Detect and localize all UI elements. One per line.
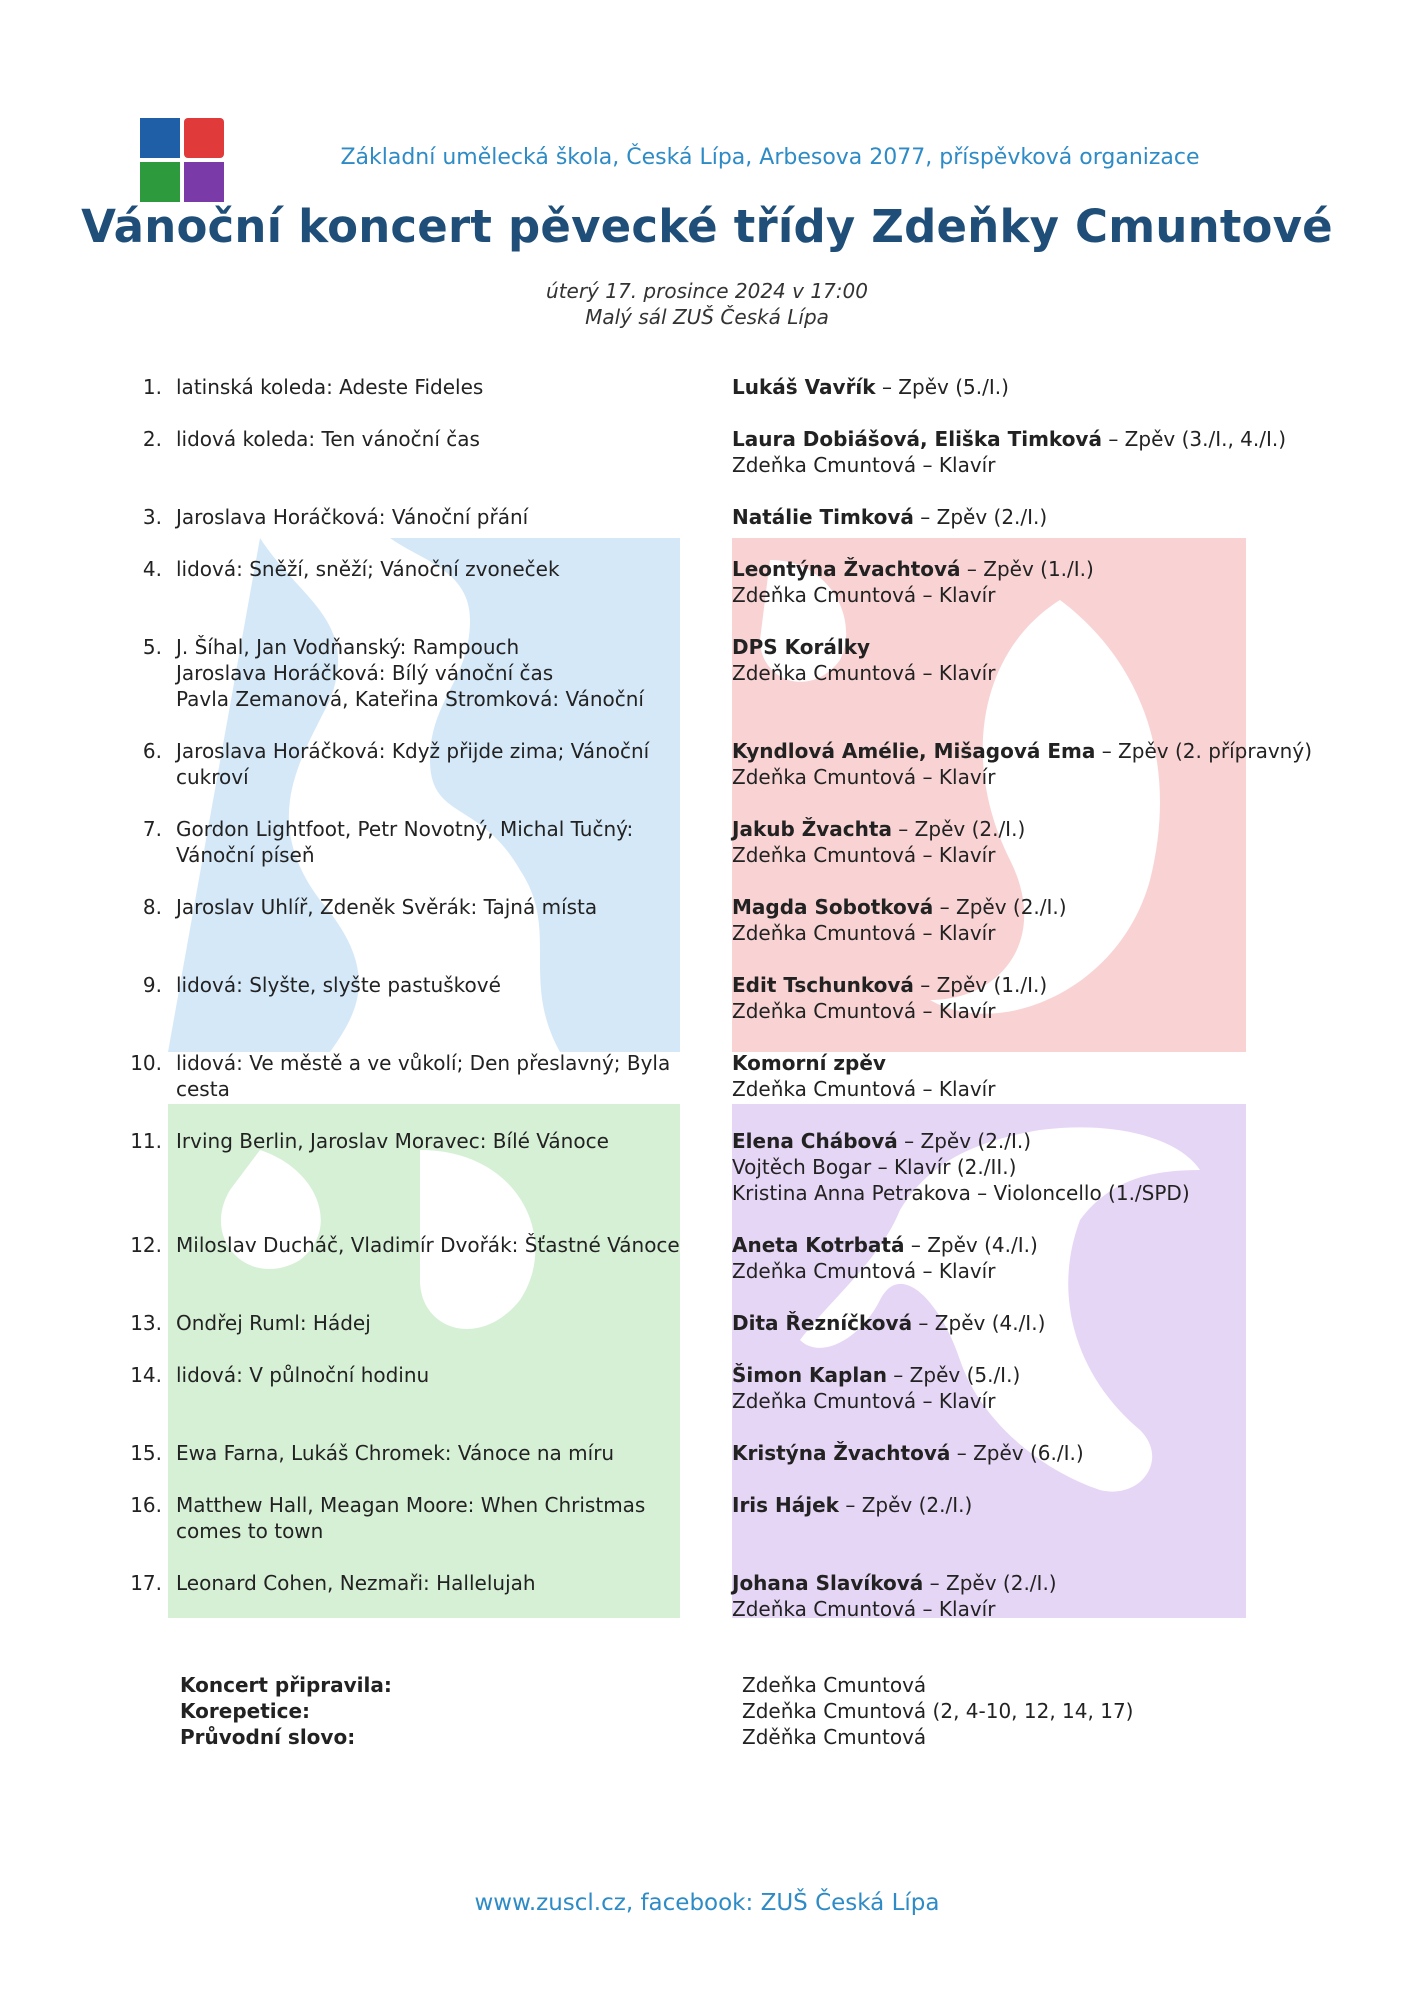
performer-name: Lukáš Vavřík	[732, 375, 876, 399]
performer-role: Zdeňka Cmuntová – Klavír	[732, 1259, 996, 1283]
page-title: Vánoční koncert pěvecké třídy Zdeňky Cmuntové	[81, 200, 1333, 253]
performer-name: Elena Chábová	[732, 1129, 898, 1153]
performer-line	[732, 738, 1332, 764]
logo-green-tile	[140, 162, 180, 202]
performer-line	[732, 816, 1332, 842]
performer-name: Edit Tschunková	[732, 973, 914, 997]
program-performers	[732, 1050, 1332, 1102]
program-piece	[176, 504, 696, 530]
program-performers	[732, 634, 1332, 686]
performer-line	[732, 1570, 1332, 1596]
performer-role: – Zpěv (5./I.)	[875, 375, 1009, 399]
program-number: 12.	[130, 1233, 162, 1257]
performer-name: Iris Hájek	[732, 1493, 839, 1517]
piece-line: lidová: Ve městě a ve vůkolí; Den přeslavný; Byla	[176, 1051, 671, 1075]
performer-line	[732, 634, 1332, 660]
performer-line	[732, 920, 1332, 946]
performer-line	[732, 1232, 1332, 1258]
program-performers	[732, 374, 1332, 400]
performer-role: – Zpěv (4./I.)	[912, 1311, 1046, 1335]
performer-role: – Zpěv (1./I.)	[960, 557, 1094, 581]
program-number: 1.	[142, 375, 162, 399]
performer-line	[732, 556, 1332, 582]
performer-role: Kristina Anna Petrakova – Violoncello (1./SPD)	[732, 1181, 1190, 1205]
program-performers	[732, 1570, 1332, 1622]
program-performers	[732, 972, 1332, 1024]
performer-role: – Zpěv (2./I.)	[923, 1571, 1057, 1595]
program-number: 9.	[142, 973, 162, 997]
performer-line	[732, 1362, 1332, 1388]
performer-role: Zdeňka Cmuntová – Klavír	[732, 1077, 996, 1101]
program-piece	[176, 1128, 696, 1154]
piece-line: cukroví	[176, 765, 249, 789]
program-number: 6.	[142, 739, 162, 763]
piece-line: lidová: V půlnoční hodinu	[176, 1363, 430, 1387]
performer-line	[732, 660, 1332, 686]
performer-name: DPS Korálky	[732, 635, 871, 659]
program-performers	[732, 738, 1332, 790]
credit-label: Průvodní slovo:	[180, 1725, 356, 1749]
piece-line: J. Šíhal, Jan Vodňanský: Rampouch	[176, 635, 520, 659]
program-piece	[176, 556, 696, 582]
program-performers	[732, 1440, 1332, 1466]
piece-line: Jaroslava Horáčková: Vánoční přání	[176, 505, 529, 529]
piece-line: Miloslav Ducháč, Vladimír Dvořák: Šťastné Vánoce	[176, 1233, 680, 1257]
performer-name: Kyndlová Amélie, Mišagová Ema	[732, 739, 1096, 763]
program-number: 14.	[130, 1363, 162, 1387]
performer-role: – Zpěv (2./I.)	[933, 895, 1067, 919]
program-number: 11.	[130, 1129, 162, 1153]
program-number: 17.	[130, 1571, 162, 1595]
performer-line	[732, 1492, 1332, 1518]
piece-line: cesta	[176, 1077, 230, 1101]
piece-line: Vánoční píseň	[176, 843, 315, 867]
performer-role: Zdeňka Cmuntová – Klavír	[732, 765, 996, 789]
performer-line	[732, 998, 1332, 1024]
performer-name: Leontýna Žvachtová	[732, 557, 961, 581]
performer-name: Dita Řezníčková	[732, 1311, 913, 1335]
performer-role: Zdeňka Cmuntová – Klavír	[732, 843, 996, 867]
performer-line	[732, 894, 1332, 920]
program-piece	[176, 816, 696, 868]
performer-role: – Zpěv (1./I.)	[913, 973, 1048, 997]
performer-name: Magda Sobotková	[732, 895, 934, 919]
performer-line	[732, 842, 1332, 868]
program-number: 8.	[142, 895, 162, 919]
performer-line	[732, 1440, 1332, 1466]
performer-line	[732, 1076, 1332, 1102]
performer-role: – Zpěv (5./I.)	[886, 1363, 1021, 1387]
performer-name: Laura Dobiášová, Eliška Timková	[732, 427, 1102, 451]
event-venue: Malý sál ZUŠ Česká Lípa	[585, 305, 829, 329]
piece-line: Jaroslava Horáčková: Když přijde zima; Vánoční	[176, 739, 650, 763]
credit-label: Korepetice:	[180, 1699, 311, 1723]
piece-line: Jaroslava Horáčková: Bílý vánoční čas	[176, 661, 554, 685]
performer-role: Zdeňka Cmuntová – Klavír	[732, 661, 996, 685]
piece-line: Gordon Lightfoot, Petr Novotný, Michal Tučný:	[176, 817, 634, 841]
performer-role: Zdeňka Cmuntová – Klavír	[732, 1597, 996, 1621]
performer-role: – Zpěv (2./I.)	[897, 1129, 1032, 1153]
program-number: 10.	[130, 1051, 162, 1075]
program-performers	[732, 426, 1332, 478]
performer-line	[732, 1154, 1332, 1180]
program-number: 3.	[142, 505, 162, 529]
event-date: úterý 17. prosince 2024 v 17:00	[546, 279, 868, 303]
performer-line	[732, 504, 1332, 530]
program-number: 15.	[130, 1441, 162, 1465]
piece-line: Irving Berlin, Jaroslav Moravec: Bílé Vánoce	[176, 1129, 609, 1153]
performer-name: Aneta Kotrbatá	[732, 1233, 905, 1257]
performer-role: – Zpěv (6./I.)	[950, 1441, 1084, 1465]
program-piece	[176, 1440, 696, 1466]
performer-role: Zdeňka Cmuntová – Klavír	[732, 921, 996, 945]
program-piece	[176, 634, 696, 712]
program-number: 16.	[130, 1493, 162, 1517]
piece-line: Jaroslav Uhlíř, Zdeněk Svěrák: Tajná místa	[176, 895, 598, 919]
program-performers	[732, 504, 1332, 530]
performer-name: Komorní zpěv	[732, 1051, 886, 1075]
program-number: 7.	[142, 817, 162, 841]
performer-line	[732, 452, 1332, 478]
program-number: 5.	[142, 635, 162, 659]
program-piece	[176, 1362, 696, 1388]
performer-role: – Zpěv (3./I., 4./I.)	[1101, 427, 1287, 451]
program-piece	[176, 738, 696, 790]
performer-line	[732, 374, 1332, 400]
logo-blue-tile	[140, 118, 180, 158]
performer-name: Šimon Kaplan	[732, 1363, 887, 1387]
program-piece	[176, 1492, 696, 1544]
program-piece	[176, 374, 696, 400]
piece-line: Ewa Farna, Lukáš Chromek: Vánoce na míru	[176, 1441, 615, 1465]
performer-line	[732, 1596, 1332, 1622]
program-performers	[732, 1362, 1332, 1414]
program-performers	[732, 816, 1332, 868]
piece-line: comes to town	[176, 1519, 324, 1543]
performer-line	[732, 1310, 1332, 1336]
program-performers	[732, 1232, 1332, 1284]
performer-name: Natálie Timková	[732, 505, 914, 529]
school-name: Základní umělecká škola, Česká Lípa, Arbesova 2077, příspěvková organizace	[340, 145, 1200, 170]
performer-name: Jakub Žvachta	[732, 817, 892, 841]
program-number: 13.	[130, 1311, 162, 1335]
performer-line	[732, 1180, 1332, 1206]
performer-name: Johana Slavíková	[732, 1571, 924, 1595]
program-piece	[176, 1570, 696, 1596]
performer-role: – Zpěv (2./I.)	[913, 505, 1048, 529]
performer-role: – Zpěv (4./I.)	[904, 1233, 1038, 1257]
performer-line	[732, 582, 1332, 608]
program-piece	[176, 1232, 696, 1258]
piece-line: lidová koleda: Ten vánoční čas	[176, 427, 480, 451]
credit-value: Zdeňka Cmuntová (2, 4-10, 12, 14, 17)	[742, 1699, 1134, 1723]
performer-line	[732, 1128, 1332, 1154]
program-number: 2.	[142, 427, 162, 451]
program-performers	[732, 1128, 1332, 1206]
performer-line	[732, 1258, 1332, 1284]
logo-red-tile	[184, 118, 224, 158]
footer-links: www.zuscl.cz, facebook: ZUŠ Česká Lípa	[474, 1890, 940, 1916]
piece-line: Pavla Zemanová, Kateřina Stromková: Vánoční	[176, 687, 644, 711]
credit-value: Zdeňka Cmuntová	[742, 1673, 927, 1697]
piece-line: Leonard Cohen, Nezmaři: Hallelujah	[176, 1571, 536, 1595]
credit-value: Zděňka Cmuntová	[742, 1725, 927, 1749]
performer-line	[732, 1388, 1332, 1414]
performer-role: Zdeňka Cmuntová – Klavír	[732, 583, 996, 607]
program-piece	[176, 1050, 696, 1102]
logo-purple-tile	[184, 162, 224, 202]
program-piece	[176, 972, 696, 998]
performer-line	[732, 1050, 1332, 1076]
performer-name: Kristýna Žvachtová	[732, 1441, 951, 1465]
piece-line: lidová: Slyšte, slyšte pastuškové	[176, 973, 501, 997]
performer-role: – Zpěv (2. přípravný)	[1095, 739, 1312, 763]
school-logo	[140, 118, 224, 202]
performer-role: – Zpěv (2./I.)	[838, 1493, 973, 1517]
performer-line	[732, 764, 1332, 790]
program-piece	[176, 1310, 696, 1336]
performer-role: Zdeňka Cmuntová – Klavír	[732, 1389, 996, 1413]
performer-line	[732, 426, 1332, 452]
program-performers	[732, 1310, 1332, 1336]
performer-role: Zdeňka Cmuntová – Klavír	[732, 999, 996, 1023]
event-info	[0, 278, 1414, 330]
piece-line: latinská koleda: Adeste Fideles	[176, 375, 484, 399]
piece-line: Matthew Hall, Meagan Moore: When Christmas	[176, 1493, 646, 1517]
program-piece	[176, 894, 696, 920]
piece-line: Ondřej Ruml: Hádej	[176, 1311, 371, 1335]
performer-role: – Zpěv (2./I.)	[891, 817, 1026, 841]
performer-role: Zdeňka Cmuntová – Klavír	[732, 453, 996, 477]
performer-role: Vojtěch Bogar – Klavír (2./II.)	[732, 1155, 1017, 1179]
program-performers	[732, 894, 1332, 946]
program-performers	[732, 556, 1332, 608]
performer-line	[732, 972, 1332, 998]
program-piece	[176, 426, 696, 452]
credit-label: Koncert připravila:	[180, 1673, 392, 1697]
piece-line: lidová: Sněží, sněží; Vánoční zvoneček	[176, 557, 560, 581]
program-performers	[732, 1492, 1332, 1518]
program-number: 4.	[142, 557, 162, 581]
